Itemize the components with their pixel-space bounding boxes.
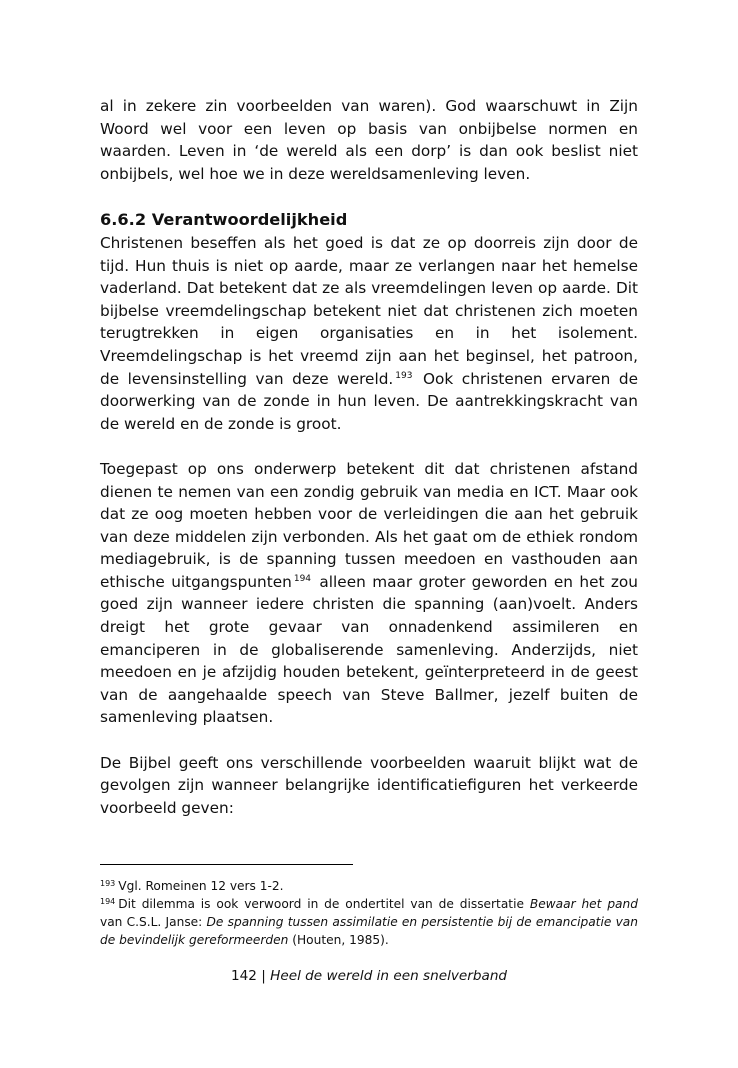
- paragraph-intro: al in zekere zin voorbeelden van waren). God waarschuwt in Zijn Woord wel voor een leven op basis van onbijbelse normen en waarden. Leven in ‘de wereld als een dorp’ is dan ook beslist niet onbijbels, wel hoe we in deze wereldsamenleving leven.: [100, 97, 638, 183]
- footnote-text: (Houten, 1985).: [288, 933, 389, 947]
- footnote-193: [100, 877, 638, 895]
- paragraph-text: Christenen beseffen als het goed is dat ze op doorreis zijn door de tijd. Hun thuis is niet op aarde, maar ze verlangen naar het hemelse vaderland. Dat betekent dat ze als vreemdelingen leven op aarde. Dit bijbelse vreemdelingschap betekent niet dat christenen zich moeten terugtrekken in eigen organisaties en in het isolement. Vreemdelingschap is het vreemd zijn aan het beginsel, het patroon, de levensinstelling van deze wereld.: [100, 233, 638, 388]
- section-heading: 6.6.2 Verantwoordelijkheid: [100, 209, 348, 229]
- footnote-mark: 194: [100, 897, 116, 906]
- footnote-text: van C.S.L. Janse:: [100, 915, 207, 929]
- page-number: 142: [230, 968, 257, 984]
- footnote-mark: 193: [100, 879, 116, 888]
- footnote-194: [100, 895, 638, 949]
- paragraph-text: Ook christenen ervaren de doorwerking van de zonde in hun leven. De aantrekkingskracht van de wereld en de zonde is groot.: [100, 369, 638, 433]
- footer-separator: |: [256, 968, 271, 984]
- footnotes: [100, 877, 638, 949]
- running-title: Heel de wereld in een snelverband: [270, 968, 508, 984]
- footnote-text: Dit dilemma is ook verwoord in de ondertitel van de dissertatie: [118, 897, 530, 911]
- paragraph-bible-examples: De Bijbel geeft ons verschillende voorbeelden waaruit blijkt wat de gevolgen zijn wanneer belangrijke identificatiefiguren het verkeerde voorbeeld geven:: [100, 753, 638, 817]
- footnote-ref-194[interactable]: 194: [293, 573, 312, 584]
- footnote-text: Vgl. Romeinen 12 vers 1-2.: [118, 879, 284, 893]
- paragraph-responsibility: [100, 232, 638, 435]
- page-footer: [0, 967, 738, 985]
- footnote-divider: [100, 864, 353, 865]
- paragraph-text: alleen maar groter geworden en het zou goed zijn wanneer iedere christen die spanning (aan)voelt. Anders dreigt het grote gevaar van onnadenkend assimileren en emanciperen in de globaliserende samenleving. Anderzijds, niet meedoen en je afzijdig houden betekent, geïnterpreteerd in de geest van de aangehaalde speech van Steve Ballmer, jezelf buiten de samenleving plaatsen.: [100, 572, 638, 727]
- page-body: [100, 95, 638, 819]
- paragraph-text: Toegepast op ons onderwerp betekent dit dat christenen afstand dienen te nemen van een zondig gebruik van media en ICT. Maar ook dat ze oog moeten hebben voor de verleidingen die aan het gebruik van deze middelen zijn verbonden. Als het gaat om de ethiek rondom mediagebruik, is de spanning tussen meedoen en vasthouden aan ethische uitgangspunten: [100, 459, 638, 591]
- footnote-title: De spanning tussen assimilatie en persistentie bij de emancipatie van de bevindelijk gereformeerden: [100, 915, 638, 947]
- paragraph-applied: [100, 458, 638, 729]
- footnote-ref-193[interactable]: 193: [395, 370, 413, 381]
- footnote-title: Bewaar het pand: [529, 897, 638, 911]
